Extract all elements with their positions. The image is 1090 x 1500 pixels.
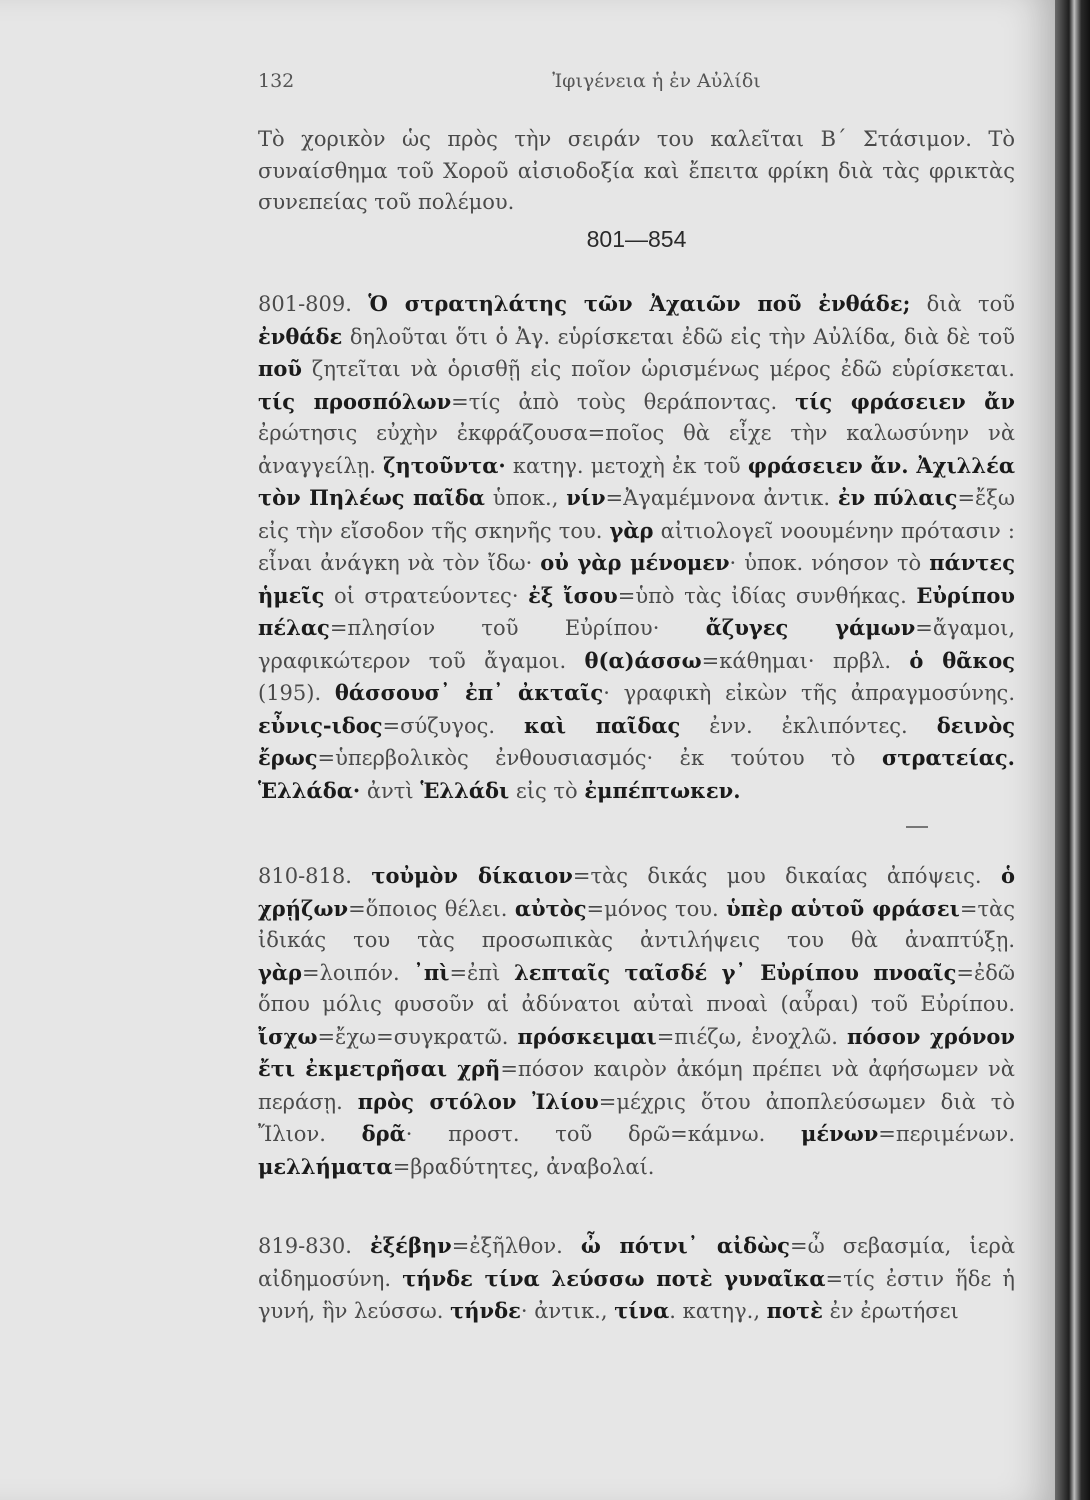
gloss-text: · ἀντικ., xyxy=(520,1299,615,1323)
lemma-text: πόσον χρόνον ἔτι ἐκμετρῆσαι χρῆ xyxy=(258,1023,1015,1081)
gloss-text: =ἄγαμοι, γραφικώτερον τοῦ ἄγαμοι. xyxy=(258,616,1015,673)
gloss-text: · γραφικὴ εἰκὼν τῆς ἀπραγμοσύνης. xyxy=(603,681,1015,705)
gloss-text: =μέχρις ὅτου ἀποπλεύσωμεν διὰ τὸ Ἴλιον. xyxy=(258,1089,1015,1146)
lemma-text: αὐτὸς xyxy=(514,895,587,921)
lemma-text: οὐ γὰρ μένομεν xyxy=(540,550,730,575)
lemma-text: ποτὲ xyxy=(766,1298,823,1323)
lemma-text: ἐξέβην xyxy=(369,1233,452,1258)
lemma-text: ποῦ xyxy=(258,356,302,381)
gloss-text: =τίς ἐστιν ἥδε ἡ γυνή, ἣν λεύσσω. xyxy=(258,1266,1015,1323)
gloss-text: =τὰς δικάς μου δικαίας ἀπόψεις. xyxy=(572,864,1001,888)
lemma-text: δεινὸς ἔρως xyxy=(258,712,1015,770)
lemma-text: τίνα xyxy=(614,1298,670,1323)
gloss-text: =σύζυγος. xyxy=(382,713,524,738)
lemma-text: νίν xyxy=(566,485,606,510)
gloss-text: =ὑπὸ τὰς ἰδίας συνθήκας. xyxy=(617,583,917,608)
lemma-text: ζητοῦντα· xyxy=(383,452,506,478)
gloss-text: ἐν ἐρωτήσει xyxy=(822,1299,959,1323)
gloss-text: =ἐξῆλθον. xyxy=(451,1234,581,1258)
page-header xyxy=(258,70,1015,100)
separator-dash xyxy=(906,826,928,828)
gloss-text: =βραδύτητες, ἀναβολαί. xyxy=(392,1154,655,1179)
gloss-text: =ἐδῶ ὅπου μόλις φυσοῦν αἱ ἀδύνατοι αὐταὶ πνοαὶ (αὖραι) τοῦ Εὐρίπου. xyxy=(258,960,1016,1016)
lemma-text: τίς προσπόλων xyxy=(258,388,452,414)
gloss-text: =ἐπὶ xyxy=(449,960,515,985)
lemma-text: Ἑλλάδι xyxy=(420,777,510,803)
lemma-text: στρατείας. Ἑλλάδα· xyxy=(258,745,1015,803)
gloss-text: · ὑποκ. νόησον τὸ xyxy=(729,551,930,575)
gloss-text: =μόνος του. xyxy=(586,896,727,921)
gloss-text: =λοιπόν. xyxy=(302,960,414,985)
lemma-text: ὑπὲρ αὑτοῦ φράσει xyxy=(726,895,960,921)
lemma-text: ἄζυγες γάμων xyxy=(705,615,916,640)
lemma-text: μελλήματα xyxy=(258,1153,393,1179)
lemma-text: τήνδε xyxy=(450,1298,521,1323)
lemma-text: μένων xyxy=(801,1121,879,1146)
lemma-text: ἐμπέπτωκεν. xyxy=(584,777,741,803)
gloss-text: =πλησίον τοῦ Εὐρίπου· xyxy=(329,616,706,640)
lemma-text: λεπταῖς ταῖσδέ γ᾽ Εὐρίπου πνοαῖς xyxy=(514,959,957,985)
lemma-text: τήνδε τίνα λεύσσω ποτὲ γυναῖκα xyxy=(402,1265,826,1291)
lemma-text: Ὁ στρατηλάτης τῶν Ἀχαιῶν ποῦ ἐνθάδε; xyxy=(368,291,911,316)
section-heading: 801—854 xyxy=(586,226,687,252)
gloss-text: =τὰς ἰδικάς του τὰς προσωπικὰς ἀντιλήψεις του θὰ ἀναπτύξῃ. xyxy=(258,896,1015,952)
gloss-text: =ὦ σεβασμία, ἱερὰ αἰδημοσύνη. xyxy=(258,1234,1015,1291)
lemma-text: πρόσκειμαι xyxy=(517,1023,657,1049)
lemma-text: θ(α)άσσω xyxy=(584,647,702,673)
lemma-text: ᾽πὶ xyxy=(413,959,450,985)
lemma-text: τίς φράσειεν ἄν xyxy=(795,388,1015,414)
lemma-text: ἐνθάδε xyxy=(258,323,343,349)
gloss-text: =περιμένων. xyxy=(878,1122,1015,1146)
commentary-paragraph xyxy=(258,860,1015,1183)
gloss-text: =ἔχω=συγκρατῶ. xyxy=(317,1024,518,1049)
gloss-text: εἰς τὸ xyxy=(509,778,585,803)
lemma-text: δρᾶ xyxy=(361,1121,406,1146)
gloss-text: ἐνν. ἐκλιπόντες. xyxy=(680,713,937,738)
page-number: 132 xyxy=(258,70,295,92)
lemma-text: ὦ πότνι᾽ αἰδὼς xyxy=(580,1233,790,1258)
lemma-text: ἐξ ἴσου xyxy=(528,582,618,608)
gloss-text: 810-818. xyxy=(258,864,372,888)
gloss-text: ὑποκ., xyxy=(484,486,567,510)
gloss-text: =Ἀγαμέμνονα ἀντικ. xyxy=(605,486,838,510)
lemma-text: φράσειεν ἄν. Ἀχιλλέα τὸν Πηλέως παῖδα xyxy=(258,452,1015,510)
gloss-text: οἱ στρατεύοντες· xyxy=(324,583,529,608)
gloss-text: ζητεῖται νὰ ὁρισθῇ εἰς ποῖον ὡρισμένως μέρος ἐδῶ εὑρίσκεται. xyxy=(301,357,1015,381)
book-spine-edge xyxy=(1055,0,1090,1500)
gloss-text: (195). xyxy=(258,681,335,705)
lemma-text: ἐν πύλαις xyxy=(837,485,958,510)
gloss-text: =τίς ἀπὸ τοὺς θεράποντας. xyxy=(451,389,796,414)
gloss-text: 801-809. xyxy=(258,292,369,316)
gloss-text: =πόσον καιρὸν ἀκόμη πρέπει νὰ ἀφήσωμεν νὰ περάσῃ. xyxy=(258,1057,1015,1114)
gloss-text: . κατηγ., xyxy=(669,1299,767,1323)
gloss-text: δηλοῦται ὅτι ὁ Ἀγ. εὑρίσκεται ἐδῶ εἰς τὴν Αὐλίδα, διὰ δὲ τοῦ xyxy=(342,324,1015,349)
lemma-text: ὁ θᾶκος xyxy=(909,647,1015,673)
gloss-text: =ὅποιος θέλει. xyxy=(348,896,515,921)
commentary-paragraph xyxy=(258,288,1015,807)
gloss-text: 819-830. xyxy=(258,1234,370,1258)
gloss-text: · προστ. τοῦ δρῶ=κάμνω. xyxy=(405,1122,801,1146)
gloss-text: =πιέζω, ἐνοχλῶ. xyxy=(656,1024,847,1049)
lemma-text: Εὐρίπου πέλας xyxy=(258,582,1015,640)
gloss-text: κατηγ. μετοχὴ ἐκ τοῦ xyxy=(505,453,748,478)
lemma-text: ἴσχω xyxy=(258,1023,318,1049)
intro-paragraph: Τὸ χορικὸν ὡς πρὸς τὴν σειράν του καλεῖται Β΄ Στάσιμον. Τὸ συναίσθημα τοῦ Χοροῦ αἰσιοδοξία καὶ ἔπειτα φρίκη διὰ τὰς φρικτὰς συνεπείας τοῦ πολέμου. xyxy=(258,127,1015,214)
gloss-text: ἀντὶ xyxy=(360,778,421,803)
lemma-text: εὖνις-ιδος xyxy=(258,712,383,738)
lemma-text: ὁ χρῄζων xyxy=(258,863,1015,921)
lemma-text: πάντες ἡμεῖς xyxy=(258,550,1015,608)
lemma-text: πρὸς στόλον Ἰλίου xyxy=(357,1088,599,1114)
gloss-text: =ὑπερβολικὸς ἐνθουσιασμός· ἐκ τούτου τὸ xyxy=(317,746,882,770)
running-title: Ἰφιγένεια ἡ ἐν Αὐλίδι xyxy=(552,70,761,92)
gloss-text: =κάθημαι· πρβλ. xyxy=(701,648,910,673)
gloss-text: =ἔξω εἰς τὴν εἴσοδον τῆς σκηνῆς του. xyxy=(258,486,1015,543)
lemma-text: θάσσουσ᾽ ἐπ᾽ ἀκταῖς xyxy=(334,680,604,705)
lemma-text: γὰρ xyxy=(609,517,654,543)
lemma-text: τοὐμὸν δίκαιον xyxy=(371,863,573,888)
lemma-text: καὶ παῖδας xyxy=(523,712,681,738)
lemma-text: γὰρ xyxy=(258,959,302,985)
gloss-text: ἐρώτησις εὐχὴν ἐκφράζουσα=ποῖος θὰ εἶχε τὴν καλωσύνην νὰ ἀναγγείλῃ. xyxy=(258,421,1015,478)
gloss-text: διὰ τοῦ xyxy=(910,292,1015,316)
commentary-paragraph xyxy=(258,1230,1015,1328)
gloss-text: αἰτιολογεῖ νοουμένην πρότασιν : εἶναι ἀνάγκη νὰ τὸν ἴδω· xyxy=(258,518,1015,575)
